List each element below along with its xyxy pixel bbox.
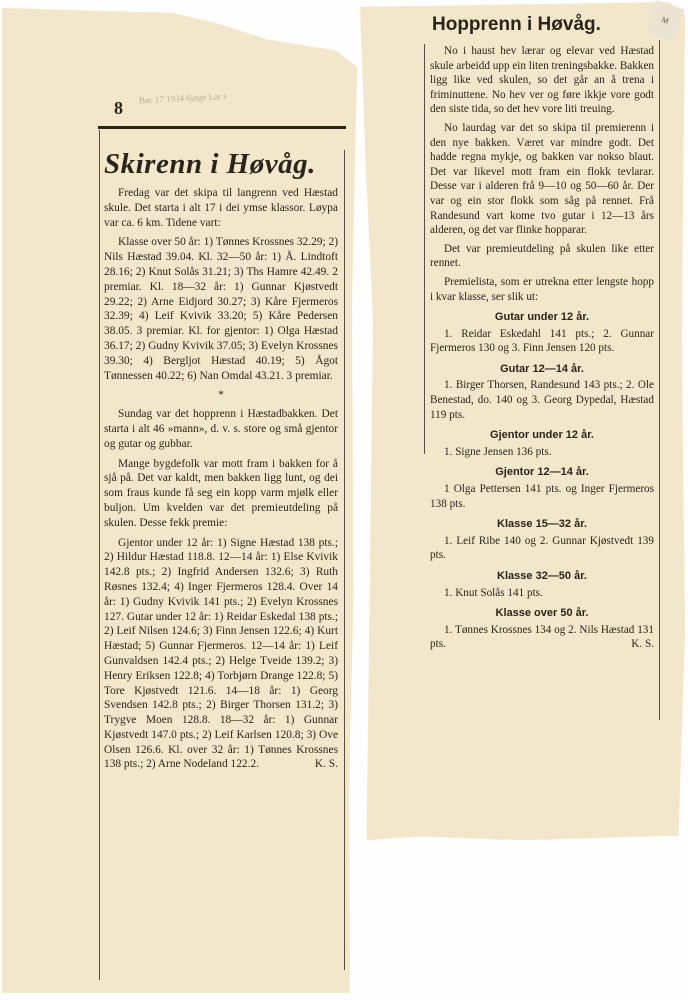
- paragraph: Mange bygdefolk var mott fram i bakken for å sjå på. Det var kaldt, men bakken ligg lunt, og dei som fraus kunde få seg ein kopp varm mjølk eller buljon. Um kvelden var det premieutdeling på skulen. Desse fekk premie:: [104, 457, 338, 529]
- result-heading: Klasse 32—50 år.: [497, 570, 587, 582]
- page-number: 8: [114, 98, 123, 118]
- signature: K. S.: [631, 638, 654, 651]
- paragraph: Fredag var det skipa til langrenn ved Hæstad skule. Det starta i alt 17 i dei ymse klassor. Løypa var ca. 6 km. Tidene vart:: [104, 187, 338, 229]
- article-title-skirenn: Skirenn i Høvåg.: [104, 148, 316, 180]
- result-heading: Klasse over 50 år.: [495, 607, 589, 620]
- column-rule-right-clip-right: [659, 40, 660, 720]
- separator-asterisk: *: [218, 389, 224, 402]
- article-title-hopprenn: Hopprenn i Høvåg.: [432, 14, 601, 35]
- article-body-hopprenn: [430, 44, 654, 656]
- article-body-skirenn: [104, 186, 338, 777]
- paragraph: No i haust hev lærar og elevar ved Hæstad skule arbeidd upp ein liten treningsbakke. Bakken ligg like ved skulen, so det går an å trena i friminuttene. No hev ver og føre ikkje vore godt den siste tida, so det hev vore liti treuing.: [430, 45, 655, 116]
- folded-corner: M: [645, 0, 684, 42]
- result-text: 1. Signe Jensen 136 pts.: [444, 445, 552, 458]
- stamp-mark: Bør 17 1934 6jøge Lar s: [138, 90, 227, 106]
- column-rule-right-clip-left: [424, 44, 425, 454]
- result-text: 1. Knut Solås 141 pts.: [444, 586, 543, 599]
- result-text: 1. Reidar Eskedahl 141 pts.; 2. Gunnar Fjermeros 130 og 3. Finn Jensen 120 pts.: [430, 327, 654, 355]
- result-heading: Gjentor 12—14 år.: [495, 466, 589, 479]
- result-line: 1. Tønnes Krossnes 134 og 2. Nils Hæstad 131 pts.: [430, 623, 654, 651]
- paragraph: Klasse over 50 år: 1) Tønnes Krossnes 32.29; 2) Nils Hæstad 39.04. Kl. 32—50 år: 1) Å. Lindtoft 28.16; 2) Knut Solås 31.21; 3) Ths Hamre 42.49. 2 premiar. Kl. 18—32 år: 1) Gunnar Kjøstvedt 29.22; 2) Arne Eidjord 30.27; 3) Kåre Fjermeros 32.39; 4) Leif Kvivik 33.20; 5) Kåre Pedersen 38.05. 3 premiar. Kl. for gjentor: 1) Olga Hæstad 36.17; 2) Gudny Kvivik 37.05; 3) Evelyn Krossnes 39.30; 4) Bergljot Hæstad 40.19; 5) Ågot Tønnessen 40.22; 6) Nan Omdal 43.21. 3 premiar.: [104, 236, 338, 382]
- result-text: 1. Birger Thorsen, Randesund 143 pts.; 2. Ole Benestad, do. 140 og 3. Georg Dypedal, Hæstad 119 pts.: [430, 379, 654, 421]
- signature: K. S.: [314, 758, 338, 771]
- paragraph: No laurdag var det so skipa til premierenn i den nye bakken. Været var mindre godt. Det hadde regna mykje, og bakken var nokso blaut. Det var likevel mott fram ein flokk tevlarar. Desse var i alderen frå 9—10 og 50—60 år. Der var og ein stor flokk som såg på rennet. Frå Randesund vart kome tvo gutar i 12—13 års alderen, og det var flinke hopparar.: [430, 121, 654, 237]
- column-rule-left: [99, 130, 100, 980]
- paragraph: Sundag var det hopprenn i Hæstadbakken. Det starta i alt 46 »mann», d. v. s. store og små gjentor og gutar og gubbar.: [104, 408, 338, 450]
- column-rule-right: [344, 150, 345, 970]
- paragraph: Premielista, som er utrekna etter lengste hopp i kvar klasse, ser slik ut:: [430, 275, 654, 303]
- paragraph: [104, 536, 338, 773]
- results-text: Gjentor under 12 år: 1) Signe Hæstad 138 pts.; 2) Hildur Hæstad 118.8. 12—14 år: 1) Else Kvivik 142.8 pts.; 2) Ingfrid Andersen 132.6; 3) Ruth Røsnes 132.4; 4) Inger Fjermeros 128.4. Over 14 år: 1) Gudny Kvivik 141 pts.; 2) Evelyn Krossnes 127. Gutar under 12 år: 1) Reidar Eskedal 138 pts.; 2) Leif Nilsen 124.6; 3) Finn Jensen 122.6; 4) Kurt Hæstad; 5) Gunnar Fjermeros. 12—14 år: 1) Leif Gunvaldsen 142.4 pts.; 2) Helge Tveide 139.2; 3) Henry Eriksen 122.8; 4) Torbjørn Drange 122.8; 5) Tore Kjøstvedt 121.6. 14—18 år: 1) Georg Svendsen 142.8 pts.; 2) Birger Thorsen 131.2; 3) Trygve Moen 128.8. 18—32 år: 1) Gunnar Kjøstvedt 147.0 pts.; 2) Leif Karlsen 120.8; 3) Ove Olsen 126.6. Kl. over 32 år: 1) Tønnes Krossnes 138 pts.; 2) Arne Nodeland 122.2.: [104, 536, 338, 771]
- result-text: 1. Leif Ribe 140 og 2. Gunnar Kjøstvedt 139 pts.: [430, 534, 654, 562]
- result-heading: Gutar 12—14 år.: [500, 362, 584, 375]
- result-heading: Klasse 15—32 år.: [497, 518, 587, 531]
- result-heading: Gutar under 12 år.: [494, 311, 590, 324]
- result-heading: Gjentor under 12 år.: [490, 429, 594, 442]
- result-text: 1 Olga Pettersen 141 pts. og Inger Fjermeros 138 pts.: [430, 483, 654, 510]
- header-rule: [98, 126, 346, 129]
- paragraph: Det var premieutdeling på skulen like etter rennet.: [430, 242, 654, 270]
- result-text: [430, 623, 654, 652]
